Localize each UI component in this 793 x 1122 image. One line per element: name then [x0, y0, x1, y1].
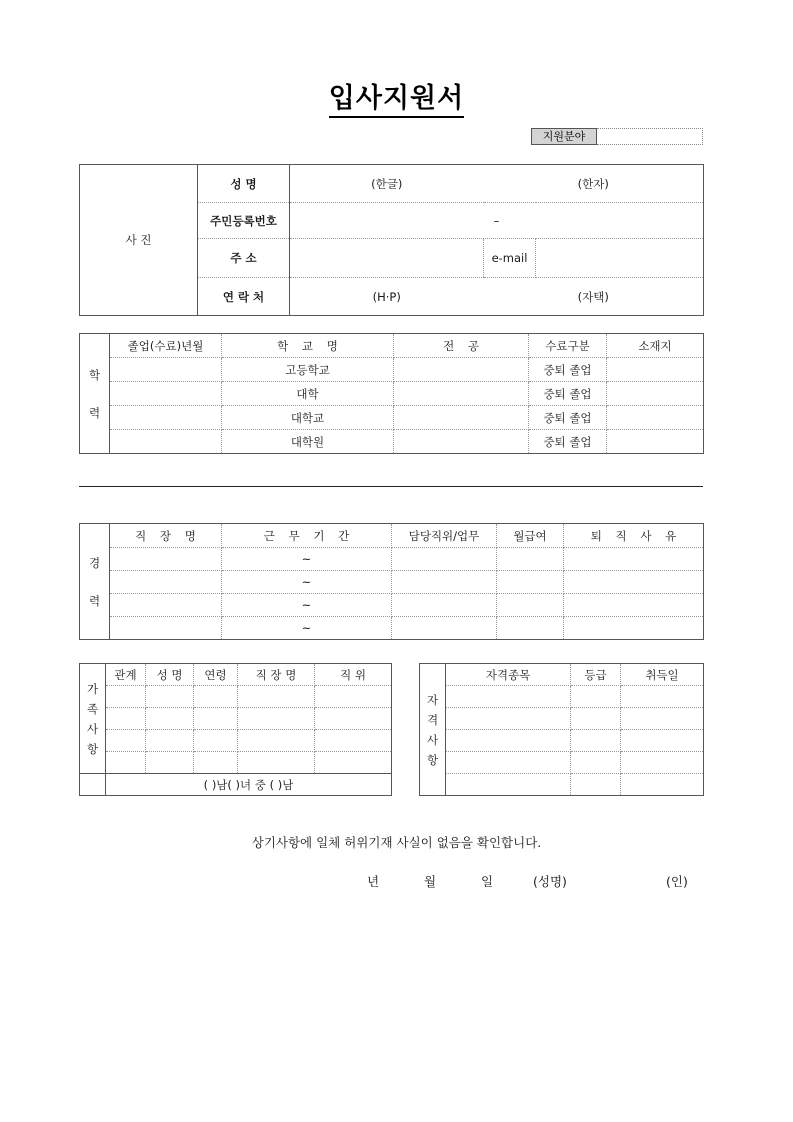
- family-age-cell[interactable]: [194, 730, 238, 752]
- table-row: [420, 686, 704, 708]
- career-reason-cell[interactable]: [564, 594, 704, 617]
- certificate-side-label-1: 자: [426, 692, 439, 707]
- education-location-cell[interactable]: [607, 358, 704, 382]
- career-reason-cell[interactable]: [564, 548, 704, 571]
- career-company-cell[interactable]: [110, 548, 222, 571]
- career-position-cell[interactable]: [392, 548, 497, 571]
- career-period-cell[interactable]: ~: [222, 571, 392, 594]
- certificate-name-cell[interactable]: [446, 686, 571, 708]
- family-position-cell[interactable]: [315, 708, 392, 730]
- career-salary-cell[interactable]: [497, 617, 564, 640]
- family-header-relation: 관계: [106, 664, 146, 686]
- career-period-cell[interactable]: ~: [222, 594, 392, 617]
- career-header-period: 근 무 기 간: [222, 524, 392, 548]
- education-status-cell[interactable]: 중퇴 졸업: [529, 358, 607, 382]
- label-address: 주 소: [198, 239, 290, 278]
- certificate-grade-cell[interactable]: [571, 686, 621, 708]
- education-status-cell[interactable]: 중퇴 졸업: [529, 430, 607, 454]
- signature-day-label[interactable]: 일: [481, 874, 494, 889]
- family-footer-spacer: [80, 774, 106, 796]
- family-relation-cell[interactable]: [106, 708, 146, 730]
- education-side-label: [80, 334, 110, 454]
- page-title: [0, 76, 793, 115]
- certificate-header-date: 취득일: [621, 664, 704, 686]
- declaration-text: 상기사항에 일체 허위기재 사실이 없음을 확인합니다.: [251, 835, 542, 850]
- table-row: [80, 594, 704, 617]
- table-row: [80, 334, 704, 358]
- table-row: [80, 617, 704, 640]
- certificate-grade-cell[interactable]: [571, 708, 621, 730]
- certificate-table: [419, 663, 704, 796]
- career-company-cell[interactable]: [110, 617, 222, 640]
- table-row: [80, 165, 704, 203]
- table-row: [80, 708, 392, 730]
- apply-field-box: [531, 128, 703, 145]
- certificate-name-cell[interactable]: [446, 730, 571, 752]
- career-salary-cell[interactable]: [497, 548, 564, 571]
- career-period-cell[interactable]: ~: [222, 548, 392, 571]
- education-side-label-2: 력: [88, 405, 101, 420]
- table-row: [420, 774, 704, 796]
- signature-seal-label[interactable]: (인): [666, 874, 688, 889]
- career-header-company: 직 장 명: [110, 524, 222, 548]
- family-company-cell[interactable]: [238, 686, 315, 708]
- certificate-grade-cell[interactable]: [571, 774, 621, 796]
- signature-month-label[interactable]: 월: [424, 874, 437, 889]
- label-name: 성 명: [198, 165, 290, 203]
- career-period-cell[interactable]: ~: [222, 617, 392, 640]
- family-company-cell[interactable]: [238, 752, 315, 774]
- signature-name-label[interactable]: (성명): [533, 874, 567, 889]
- career-reason-cell[interactable]: [564, 617, 704, 640]
- section-divider: [79, 486, 703, 487]
- page-title-text: 입사지원서: [329, 83, 464, 118]
- education-table: [79, 333, 704, 454]
- education-header-location: 소재지: [607, 334, 704, 358]
- education-major-cell[interactable]: [394, 430, 529, 454]
- family-position-cell[interactable]: [315, 752, 392, 774]
- contact-home-field[interactable]: (자택): [484, 278, 704, 316]
- education-date-cell[interactable]: [110, 358, 222, 382]
- education-status-cell[interactable]: 중퇴 졸업: [529, 406, 607, 430]
- contact-mobile-field[interactable]: (H·P): [290, 278, 484, 316]
- family-relation-cell[interactable]: [106, 686, 146, 708]
- education-date-cell[interactable]: [110, 430, 222, 454]
- family-name-cell[interactable]: [146, 752, 194, 774]
- family-name-cell[interactable]: [146, 730, 194, 752]
- education-status-cell[interactable]: 중퇴 졸업: [529, 382, 607, 406]
- career-salary-cell[interactable]: [497, 594, 564, 617]
- family-age-cell[interactable]: [194, 752, 238, 774]
- certificate-grade-cell[interactable]: [571, 752, 621, 774]
- table-row: [80, 430, 704, 454]
- career-position-cell[interactable]: [392, 594, 497, 617]
- family-side-label: [80, 664, 106, 774]
- family-table: [79, 663, 392, 796]
- education-header-school: 학 교 명: [222, 334, 394, 358]
- career-header-position: 담당직위/업무: [392, 524, 497, 548]
- table-row: [80, 548, 704, 571]
- certificate-date-cell[interactable]: [621, 774, 704, 796]
- certificate-date-cell[interactable]: [621, 730, 704, 752]
- career-position-cell[interactable]: [392, 571, 497, 594]
- education-header-date: 졸업(수료)년월: [110, 334, 222, 358]
- family-age-cell[interactable]: [194, 686, 238, 708]
- education-location-cell[interactable]: [607, 406, 704, 430]
- certificate-side-label-2: 격: [426, 712, 439, 727]
- table-row: [420, 752, 704, 774]
- education-school-cell: 대학: [222, 382, 394, 406]
- family-side-label-2: 족: [86, 701, 99, 716]
- table-row: [80, 752, 392, 774]
- career-side-label-2: 력: [88, 593, 101, 608]
- family-name-cell[interactable]: [146, 708, 194, 730]
- family-header-name: 성 명: [146, 664, 194, 686]
- family-position-cell[interactable]: [315, 686, 392, 708]
- table-row: [80, 524, 704, 548]
- table-row: [80, 686, 392, 708]
- certificate-side-label-3: 사: [426, 732, 439, 747]
- family-name-cell[interactable]: [146, 686, 194, 708]
- family-company-cell[interactable]: [238, 730, 315, 752]
- education-school-cell: 대학원: [222, 430, 394, 454]
- certificate-name-cell[interactable]: [446, 774, 571, 796]
- table-row: [80, 774, 392, 796]
- certificate-date-cell[interactable]: [621, 708, 704, 730]
- certificate-name-cell[interactable]: [446, 708, 571, 730]
- certificate-side-label: [420, 664, 446, 796]
- table-row: [420, 664, 704, 686]
- resident-number-field[interactable]: –: [290, 203, 704, 239]
- table-row: [80, 358, 704, 382]
- signature-year-label[interactable]: 년: [367, 874, 380, 889]
- career-table: [79, 523, 704, 640]
- career-position-cell[interactable]: [392, 617, 497, 640]
- education-major-cell[interactable]: [394, 406, 529, 430]
- education-major-cell[interactable]: [394, 358, 529, 382]
- address-field[interactable]: [290, 239, 484, 278]
- certificate-date-cell[interactable]: [621, 686, 704, 708]
- education-date-cell[interactable]: [110, 382, 222, 406]
- personal-info-table: [79, 164, 704, 316]
- certificate-header-name: 자격종목: [446, 664, 571, 686]
- career-company-cell[interactable]: [110, 594, 222, 617]
- table-row: [80, 571, 704, 594]
- family-company-cell[interactable]: [238, 708, 315, 730]
- table-row: [80, 382, 704, 406]
- certificate-grade-cell[interactable]: [571, 730, 621, 752]
- certificate-date-cell[interactable]: [621, 752, 704, 774]
- family-position-cell[interactable]: [315, 730, 392, 752]
- label-resident-number: 주민등록번호: [198, 203, 290, 239]
- education-major-cell[interactable]: [394, 382, 529, 406]
- career-reason-cell[interactable]: [564, 571, 704, 594]
- table-row: [80, 730, 392, 752]
- family-summary-field[interactable]: ( )남( )녀 중 ( )남: [106, 774, 392, 796]
- family-header-position: 직 위: [315, 664, 392, 686]
- education-school-cell: 대학교: [222, 406, 394, 430]
- education-location-cell[interactable]: [607, 430, 704, 454]
- certificate-header-grade: 등급: [571, 664, 621, 686]
- career-company-cell[interactable]: [110, 571, 222, 594]
- apply-field-label: 지원분야: [531, 128, 597, 145]
- family-side-label-4: 항: [86, 741, 99, 756]
- certificate-name-cell[interactable]: [446, 752, 571, 774]
- label-contact: 연 락 처: [198, 278, 290, 316]
- education-header-major: 전 공: [394, 334, 529, 358]
- table-row: [80, 406, 704, 430]
- family-relation-cell[interactable]: [106, 752, 146, 774]
- family-header-age: 연령: [194, 664, 238, 686]
- family-side-label-3: 사: [86, 721, 99, 736]
- table-row: [80, 664, 392, 686]
- education-header-status: 수료구분: [529, 334, 607, 358]
- education-side-label-1: 학: [88, 367, 101, 382]
- label-email: e-mail: [484, 239, 536, 278]
- certificate-side-label-4: 항: [426, 752, 439, 767]
- family-side-label-1: 가: [86, 681, 99, 696]
- table-row: [420, 730, 704, 752]
- education-school-cell: 고등학교: [222, 358, 394, 382]
- career-salary-cell[interactable]: [497, 571, 564, 594]
- career-side-label-1: 경: [88, 555, 101, 570]
- family-header-company: 직 장 명: [238, 664, 315, 686]
- education-location-cell[interactable]: [607, 382, 704, 406]
- name-hangul-field[interactable]: (한글): [290, 165, 484, 203]
- email-field[interactable]: [536, 239, 704, 278]
- education-date-cell[interactable]: [110, 406, 222, 430]
- table-row: [420, 708, 704, 730]
- apply-field-input[interactable]: [597, 128, 703, 145]
- family-age-cell[interactable]: [194, 708, 238, 730]
- family-relation-cell[interactable]: [106, 730, 146, 752]
- name-hanja-field[interactable]: (한자): [484, 165, 704, 203]
- career-side-label: [80, 524, 110, 640]
- career-header-reason: 퇴 직 사 유: [564, 524, 704, 548]
- career-header-salary: 월급여: [497, 524, 564, 548]
- photo-cell[interactable]: 사 진: [80, 165, 198, 316]
